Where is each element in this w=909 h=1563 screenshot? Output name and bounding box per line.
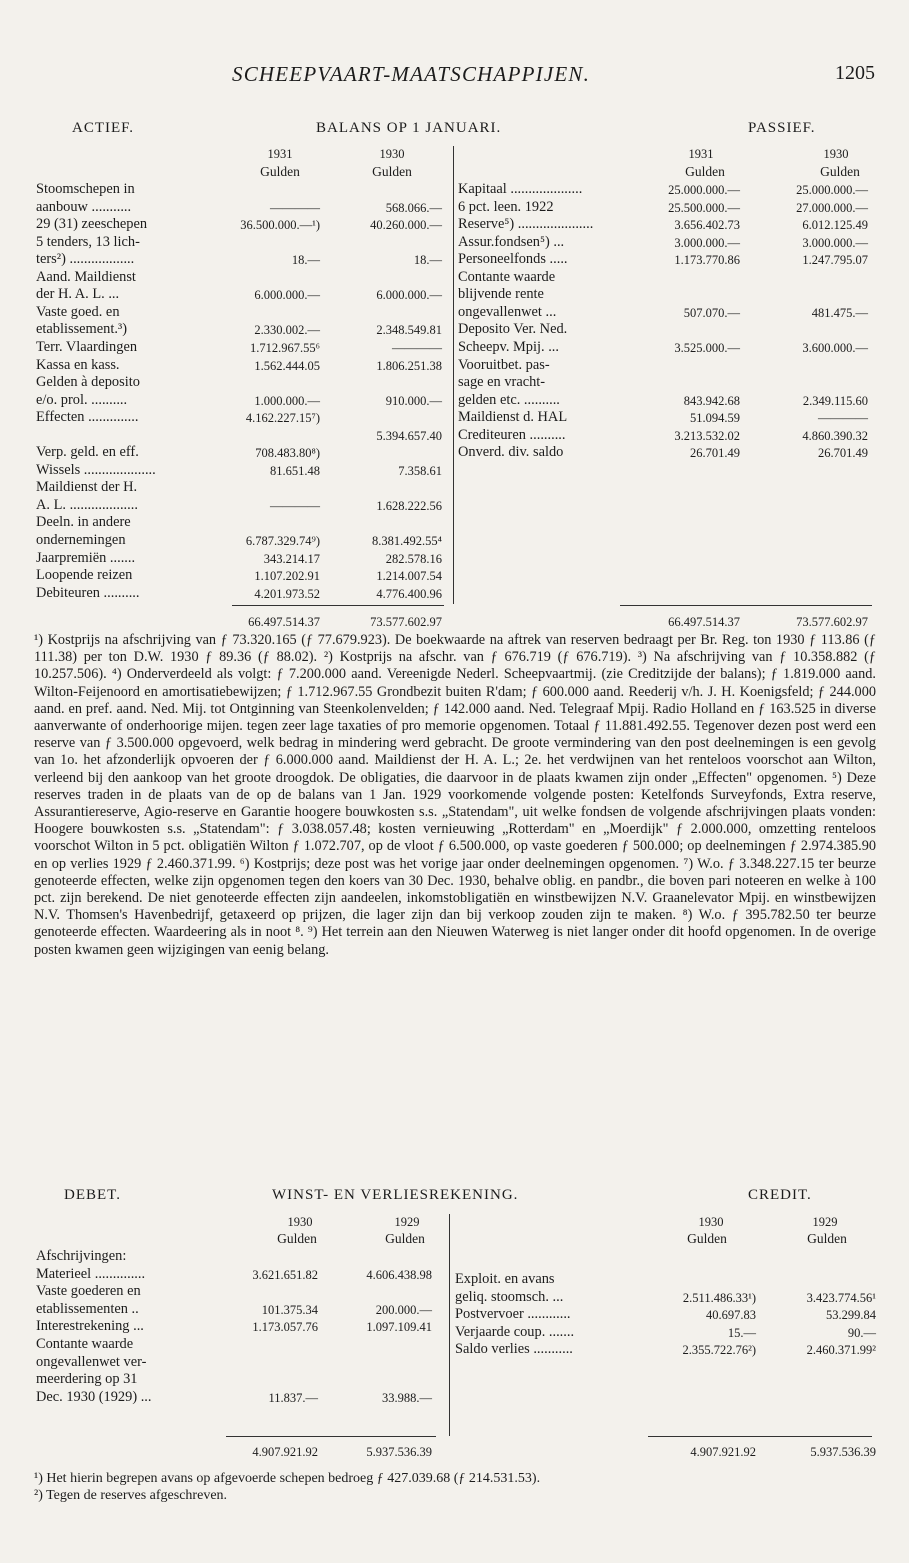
liability-label: Crediteuren .......... — [458, 426, 566, 443]
asset-value-1931: 4.201.973.52 — [254, 586, 320, 601]
liability-value-1930: 3.000.000.— — [802, 235, 868, 250]
asset-value-1930: 6.000.000.— — [376, 288, 442, 303]
credit-value-1930: 40.697.83 — [706, 1308, 756, 1323]
asset-label: Debiteuren .......... — [36, 584, 140, 601]
unit-header: Gulden — [807, 1231, 847, 1246]
asset-label: 29 (31) zeeschepen — [36, 216, 148, 233]
asset-label: Terr. Vlaardingen — [36, 338, 138, 355]
liability-value-1930: 2.349.115.60 — [802, 393, 868, 408]
liability-value-1931: 26.701.49 — [690, 446, 740, 461]
debit-label: Contante waarde — [36, 1336, 134, 1352]
liability-value-1931: 843.942.68 — [683, 393, 740, 408]
year-header: 1930 — [698, 1215, 724, 1229]
debit-label: Afschrijvingen: — [36, 1248, 127, 1264]
asset-value-1931: 6.000.000.— — [254, 288, 320, 303]
debit-value-1930: 11.837.— — [268, 1390, 318, 1405]
balans-heading: BALANS OP 1 JANUARI. — [316, 120, 502, 136]
asset-value-1931: 2.330.002.— — [254, 323, 320, 338]
credit-value-1930: 2.355.722.76²) — [682, 1343, 756, 1358]
asset-value-1930: 40.260.000.— — [370, 218, 442, 233]
liability-label: Deposito Ver. Ned. — [458, 321, 568, 338]
balance-footnotes — [34, 632, 876, 959]
asset-label: Wissels .................... — [36, 461, 156, 478]
asset-value-1930: 7.358.61 — [398, 463, 442, 478]
assets-total-1930: 73.577.602.97 — [370, 615, 442, 629]
debit-value-1930: 1.173.057.76 — [252, 1320, 318, 1335]
liabilities-total-1930: 73.577.602.97 — [796, 615, 868, 629]
asset-value-1930: 4.776.400.96 — [376, 586, 442, 601]
debit-label: meerdering op 31 — [36, 1371, 138, 1388]
credit-value-1930: 15.— — [727, 1325, 756, 1340]
liability-value-1931: 3.525.000.— — [674, 340, 740, 355]
credit-value-1929: 3.423.774.56¹ — [806, 1290, 876, 1305]
debit-value-1929: 33.988.— — [382, 1390, 432, 1405]
liability-label: Personeelfonds ..... — [458, 251, 568, 268]
total-rule — [620, 605, 872, 606]
page-number: 1205 — [835, 62, 875, 84]
asset-value-1931: 36.500.000.—¹) — [240, 218, 320, 233]
liability-value-1931: 25.500.000.— — [668, 200, 740, 215]
liability-value-1930: 6.012.125.49 — [802, 218, 868, 233]
liability-value-1931: 25.000.000.— — [668, 183, 740, 197]
year-header: 1930 — [379, 147, 405, 161]
actief-heading: ACTIEF. — [72, 120, 135, 136]
running-header — [0, 62, 909, 90]
balance-footnote-text: ¹) Kostprijs na afschrijving van ƒ 73.320.165 (ƒ 77.679.923). De boekwaarde na aftrek van reserven bedraagt per Br. Reg. ton 1930 ƒ 113.86 (ƒ 111.38) per ton D.W. 1930 ƒ 89.36 (ƒ 88.02). ²) Kostprijs na afschr. van ƒ 676.719 (ƒ 676.719). ³) Na afschrijving van ƒ 10.358.882 (ƒ 10.257.506). ⁴) Onderverdeeld als volgt: ƒ 7.200.000 aand. Vereenigde Nederl. Scheepvaartmij. (zie Creditzijde der balans); ƒ 1.819.000 aand. Wilton-Feijenoord en amortisatiebewijzen; ƒ 1.712.967.55 Grondbezit buiten R'dam; ƒ 600.000 aand. Reederij v/h. J. H. Koenigsfeld; ƒ 244.000 aand. en pref. aand. Ned. Mij. tot Ontginning van Steenkolenvelden; ƒ 142.000 aand. Ned. Telegraaf Mpij. Radio Holland en ƒ 163.525 in diverse aanverwante of onderhoorige mijen. tegen zeer lage taxaties of pro memorie opgenomen. Totaal ƒ 11.881.492.55. Tegenover dezen post werd een reserve van ƒ 3.500.000 opgevoerd, welk bedrag in mindering werd gebracht. De groote vermindering van den post deelnemingen is een gevolg van 1o. het afzonderlijk opvoeren der ƒ 6.000.000 aand. Maildienst der H. A. L.; 2e. het verdwijnen van het renteloos voorschot aan Wilton, verleend bij den aankoop van het groote droogdok. De obligaties, die daarvoor in de plaats kwamen zijn onder „Effecten" opgenomen. ⁵) Deze reserves traden in de plaats van de op de balans van 1 Jan. 1929 voorkomende volgende posten: Ketelfonds Surveyfonds, Extra reserve, Assurantiereserve, Agio-reserve en Garantie hoogere bouwkosten s.s. „Statendam", uit welke fondsen de volgende afschrijvingen plaats vonden: Hoogere bouwkosten s.s. „Statendam": ƒ 3.038.057.48; kosten vernieuwing „Rotterdam" en „Moerdijk" ƒ 2.000.000, omzetting renteloos voorschot Wilton in 5 pct. obligatiën Wilton ƒ 1.072.707, op de vloot ƒ 6.500.000, op vaste goederen ƒ 500.000; op deelnemingen ƒ 2.974.385.90 en op verlies 1929 ƒ 2.460.371.99. ⁶) Kostprijs; deze post was het vorige jaar onder deelnemingen opgenomen. ⁷) W.o. ƒ 3.348.227.15 ter beurze genoteerde effecten, welke zijn opgenomen tegen den koers van 30 Dec. 1930, behalve oblig. en pandbr., die boven pari noteeren en welke à 100 pct. zijn berekend. De niet genoteerde effecten zijn aandeelen, inkomstobligatiën en winstbewijzen N.V. Graanelevator Mpij. en winstbewijzen N.V. Thomsen's Havenbedrijf, getaxeerd op prijzen, die lager zijn dan bij verkoop zouden zijn te maken. ⁸) W.o. ƒ 395.782.50 ter beurze genoteerde effecten. Waardeering als in noot ⁸. ⁹) Het terrein aan den Nieuwen Waterweg is niet langer onder dit hoofd opgenomen. In de overige posten kwamen geen wijzigingen van eenig belang. — [34, 632, 876, 958]
column-rule — [453, 146, 454, 604]
year-header: 1929 — [394, 1215, 420, 1229]
asset-value-1931: 1.562.444.05 — [254, 358, 320, 373]
liability-label: Onverd. div. saldo — [458, 444, 564, 461]
asset-label: aanbouw ........... — [36, 198, 132, 215]
asset-label: Loopende reizen — [36, 567, 133, 584]
asset-value-1930: 568.066.— — [385, 200, 442, 215]
debit-label: ongevallenwet ver- — [36, 1353, 147, 1370]
asset-label: der H. A. L. ... — [36, 286, 120, 303]
asset-label: Stoomschepen in — [36, 181, 135, 197]
debit-value-1929: 1.097.109.41 — [366, 1320, 432, 1335]
asset-value-1931: ———— — [270, 498, 320, 513]
asset-value-1930: ———— — [392, 340, 442, 355]
total-rule — [226, 1436, 436, 1437]
liability-label: Contante waarde — [458, 268, 556, 285]
year-header: 1930 — [823, 147, 849, 161]
asset-value-1930: 2.348.549.81 — [376, 323, 442, 338]
asset-value-1931: 4.162.227.15⁷) — [245, 411, 320, 426]
liability-value-1930: 481.475.— — [811, 305, 868, 320]
asset-label: A. L. ................... — [36, 496, 138, 513]
passief-heading: PASSIEF. — [748, 120, 816, 136]
asset-label: Effecten .............. — [36, 409, 139, 426]
assets-total-1931: 66.497.514.37 — [248, 615, 320, 629]
column-rule — [449, 1214, 450, 1436]
liability-value-1931: 507.070.— — [683, 305, 740, 320]
asset-value-1930: 282.578.16 — [385, 551, 442, 566]
year-header: 1931 — [267, 147, 293, 161]
debit-total-1929: 5.937.536.39 — [366, 1445, 432, 1459]
year-header: 1929 — [812, 1215, 838, 1229]
unit-header: Gulden — [687, 1231, 727, 1246]
debit-label: etablissementen .. — [36, 1300, 139, 1317]
unit-header: Gulden — [277, 1231, 317, 1246]
unit-header: Gulden — [385, 1231, 425, 1246]
credit-label: Exploit. en avans — [455, 1271, 555, 1287]
asset-value-1931: 343.214.17 — [263, 551, 320, 566]
debit-value-1929: 4.606.438.98 — [366, 1267, 432, 1282]
liability-value-1930: 4.860.390.32 — [802, 428, 868, 443]
asset-label: 5 tenders, 13 lich- — [36, 233, 140, 250]
asset-value-1931: ———— — [270, 200, 320, 215]
asset-label: ters²) .................. — [36, 251, 135, 268]
asset-value-1931: 1.107.202.91 — [254, 569, 320, 584]
asset-label: Deeln. in andere — [36, 514, 131, 531]
liability-label: ongevallenwet ... — [458, 303, 557, 320]
asset-value-1931: 1.712.967.55⁶ — [250, 340, 320, 355]
liability-value-1930: ———— — [818, 411, 868, 426]
asset-label: Aand. Maildienst — [36, 268, 136, 285]
debit-label: Vaste goederen en — [36, 1283, 141, 1300]
asset-value-1930: 1.628.222.56 — [376, 498, 442, 513]
debit-label: Interestrekening ... — [36, 1318, 144, 1335]
liability-label: Assur.fondsen⁵) ... — [458, 233, 565, 250]
credit-heading: CREDIT. — [748, 1187, 812, 1203]
asset-value-1931: 81.651.48 — [270, 463, 320, 478]
liability-label: Maildienst d. HAL — [458, 409, 568, 426]
total-rule — [232, 605, 444, 606]
credit-value-1930: 2.511.486.33¹) — [682, 1290, 756, 1305]
debit-label: Materieel .............. — [36, 1265, 146, 1282]
unit-header: Gulden — [372, 164, 412, 179]
liability-label: sage en vracht- — [458, 374, 546, 391]
asset-label: Jaarpremiën ....... — [36, 549, 136, 566]
asset-value-1931: 18.— — [291, 253, 320, 268]
asset-label: Gelden à deposito — [36, 374, 140, 391]
liability-value-1930: 26.701.49 — [818, 446, 868, 461]
pl-footnote-2: ²) Tegen de reserves afgeschreven. — [34, 1488, 228, 1504]
liability-value-1931: 51.094.59 — [690, 411, 740, 426]
unit-header: Gulden — [685, 164, 725, 179]
credit-label: Postvervoer ............ — [455, 1306, 571, 1323]
debit-label: Dec. 1930 (1929) ... — [36, 1388, 152, 1405]
debet-heading: DEBET. — [64, 1187, 121, 1203]
credit-label: geliq. stoomsch. ... — [455, 1288, 564, 1305]
liability-label: Scheepv. Mpij. ... — [458, 338, 559, 355]
debit-total-1930: 4.907.921.92 — [252, 1445, 318, 1459]
debit-value-1930: 3.621.651.82 — [252, 1267, 318, 1282]
asset-value-1930: 5.394.657.40 — [376, 428, 442, 443]
liability-value-1931: 1.173.770.86 — [674, 253, 740, 268]
total-rule — [648, 1436, 872, 1437]
liability-value-1930: 25.000.000.— — [796, 183, 868, 197]
asset-value-1930: 18.— — [413, 253, 442, 268]
pl-footnote-1: ¹) Het hierin begrepen avans op afgevoerde schepen bedroeg ƒ 427.039.68 (ƒ 214.531.53). — [34, 1471, 541, 1486]
credit-total-1929: 5.937.536.39 — [810, 1445, 876, 1459]
credit-value-1929: 2.460.371.99² — [806, 1343, 876, 1358]
liability-value-1930: 1.247.795.07 — [802, 253, 868, 268]
liability-label: blijvende rente — [458, 286, 544, 303]
asset-label: Verp. geld. en eff. — [36, 444, 139, 461]
unit-header: Gulden — [820, 164, 860, 179]
asset-label: ondernemingen — [36, 532, 126, 548]
liability-label: Kapitaal .................... — [458, 181, 583, 197]
liability-value-1931: 3.000.000.— — [674, 235, 740, 250]
asset-label: etablissement.³) — [36, 321, 128, 338]
asset-value-1930: 1.214.007.54 — [376, 569, 442, 584]
year-header: 1930 — [287, 1215, 313, 1229]
liability-label: Reserve⁵) ..................... — [458, 216, 594, 233]
asset-label: Vaste goed. en — [36, 303, 120, 320]
liability-value-1930: 27.000.000.— — [796, 200, 868, 215]
asset-label: Maildienst der H. — [36, 479, 138, 496]
asset-value-1931: 708.483.80⁸) — [255, 446, 320, 461]
debit-value-1930: 101.375.34 — [261, 1302, 318, 1317]
pl-heading: WINST- EN VERLIESREKENING. — [272, 1187, 519, 1203]
liability-value-1930: 3.600.000.— — [802, 340, 868, 355]
asset-label: e/o. prol. .......... — [36, 391, 128, 408]
asset-value-1931: 1.000.000.— — [254, 393, 320, 408]
page-title: SCHEEPVAART-MAATSCHAPPIJEN. — [232, 62, 591, 86]
liability-value-1931: 3.656.402.73 — [674, 218, 740, 233]
credit-label: Verjaarde coup. ....... — [455, 1323, 575, 1340]
year-header: 1931 — [688, 147, 714, 161]
unit-header: Gulden — [260, 164, 300, 179]
asset-value-1930: 8.381.492.55⁴ — [372, 534, 442, 548]
asset-value-1930: 910.000.— — [385, 393, 442, 408]
credit-label: Saldo verlies ........... — [455, 1341, 573, 1358]
liability-value-1931: 3.213.532.02 — [674, 428, 740, 443]
liability-label: gelden etc. .......... — [458, 391, 560, 408]
asset-value-1931: 6.787.329.74⁹) — [245, 534, 320, 548]
asset-label: Kassa en kass. — [36, 356, 120, 373]
pl-footnotes — [34, 1470, 876, 1504]
asset-value-1930: 1.806.251.38 — [376, 358, 442, 373]
liability-label: Vooruitbet. pas- — [458, 356, 550, 373]
liabilities-total-1931: 66.497.514.37 — [668, 615, 740, 629]
credit-value-1929: 90.— — [847, 1325, 876, 1340]
debit-value-1929: 200.000.— — [375, 1302, 432, 1317]
credit-total-1930: 4.907.921.92 — [690, 1445, 756, 1459]
credit-value-1929: 53.299.84 — [826, 1308, 876, 1323]
liability-label: 6 pct. leen. 1922 — [458, 198, 554, 215]
